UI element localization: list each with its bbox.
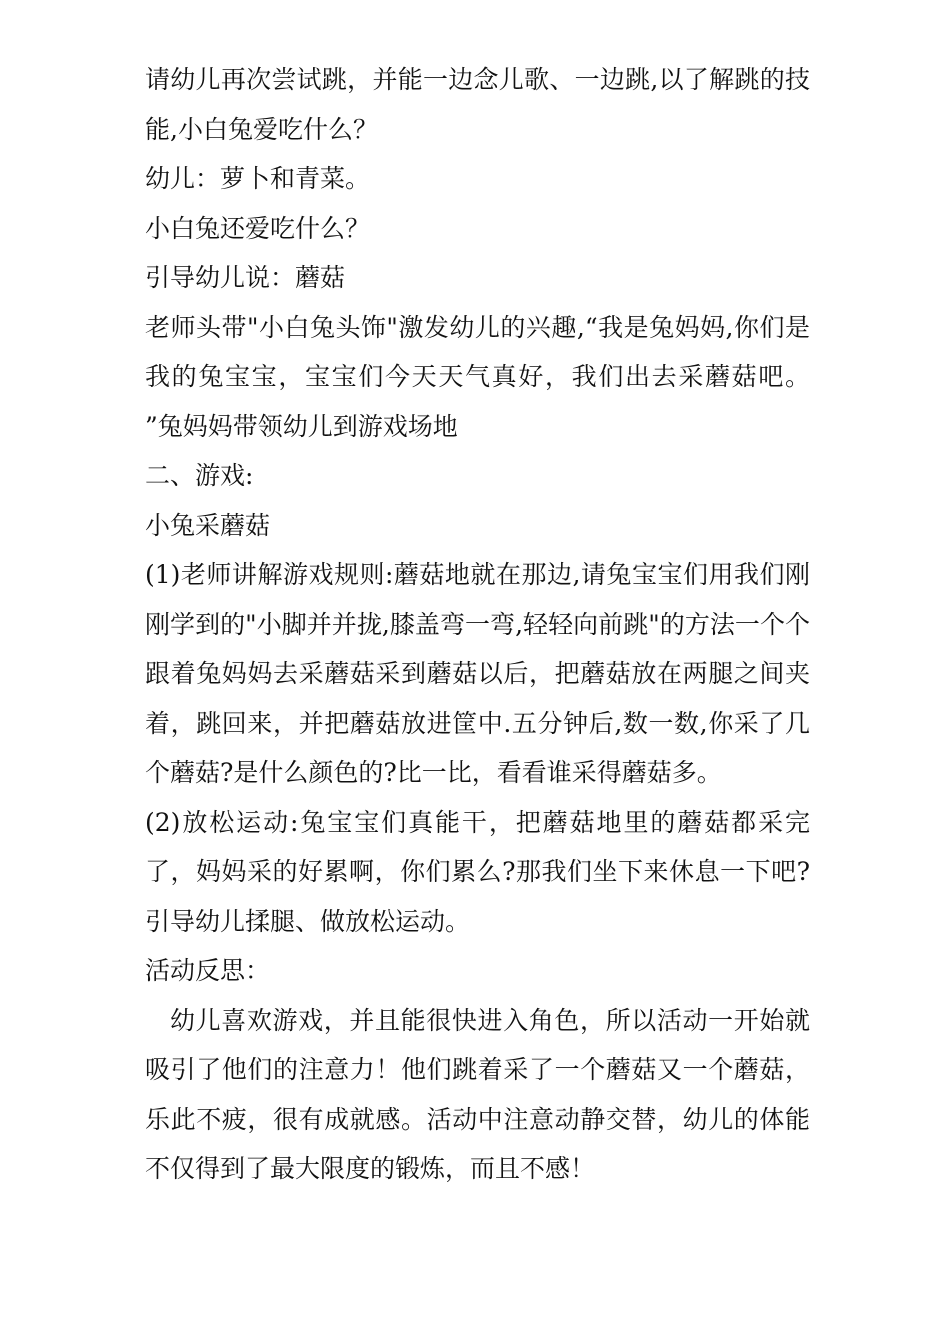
section-heading-reflection: 活动反思：: [145, 956, 271, 985]
paragraph-child-answer: 幼儿：萝卜和青菜。: [145, 164, 371, 193]
paragraph-question-more: 小白兔还爱吃什么？: [145, 213, 371, 243]
paragraph-guide-mushroom: 引导幼儿说：蘑菇: [145, 263, 346, 292]
paragraph-reflection: 幼儿喜欢游戏，并且能很快进入角色，所以活动一开始就吸引了他们的注意力！他们跳着采了一个蘑菇又一个蘑菇，乐此不疲，很有成就感。活动中注意动静交替，幼儿的体能不仅得到了最大限度的锻炼，而且不感！: [145, 1005, 810, 1183]
paragraph-game-rules: (1)老师讲解游戏规则:蘑菇地就在那边,请兔宝宝们用我们刚刚学到的"小脚并并拢,膝盖弯一弯,轻轻向前跳"的方法一个个跟着兔妈妈去采蘑菇采到蘑菇以后，把蘑菇放在两腿之间夹着，跳回来，并把蘑菇放进筐中.五分钟后,数一数,你采了几个蘑菇?是什么颜色的?比一比，看看谁采得蘑菇多。: [145, 560, 810, 787]
section-heading-game: 二、游戏:: [145, 461, 254, 490]
paragraph-teacher-headband: 老师头带"小白兔头饰"激发幼儿的兴趣,“我是兔妈妈,你们是我的兔宝宝，宝宝们今天天气真好，我们出去采蘑菇吧。 ”兔妈妈带领幼儿到游戏场地: [145, 312, 810, 441]
paragraph-retry-jump: 请幼儿再次尝试跳，并能一边念儿歌、一边跳,以了解跳的技能,小白兔爱吃什么？: [145, 65, 810, 144]
document-body: [145, 55, 810, 1194]
paragraph-relax-exercise: (2)放松运动:兔宝宝们真能干，把蘑菇地里的蘑菇都采完了，妈妈采的好累啊，你们累么?那我们坐下来休息一下吧?引导幼儿揉腿、做放松运动。: [145, 807, 810, 936]
game-title: 小兔采蘑菇: [145, 510, 271, 540]
